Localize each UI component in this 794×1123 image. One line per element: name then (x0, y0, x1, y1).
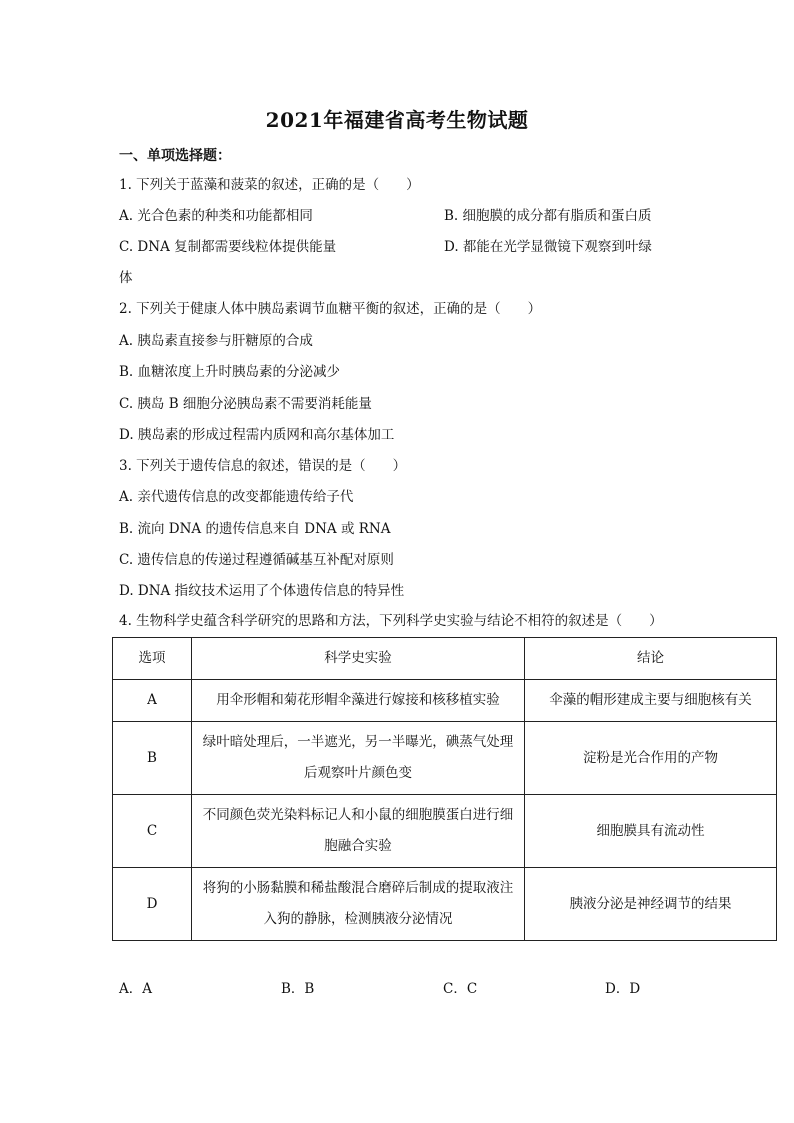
option-d: D. DNA 指纹技术运用了个体遗传信息的特异性 (119, 583, 405, 599)
header-cell: 结论 (525, 638, 777, 680)
table-row (113, 868, 777, 941)
header-cell: 科学史实验 (192, 638, 525, 680)
option-b: B. 流向 DNA 的遗传信息来自 DNA 或 RNA (119, 521, 391, 537)
table-row (113, 795, 777, 868)
option-c: C. DNA 复制都需要线粒体提供能量 (119, 239, 337, 255)
header-cell: 选项 (113, 638, 192, 680)
table-cell: 用伞形帽和菊花形帽伞藻进行嫁接和核移植实验 (192, 680, 525, 722)
question-stem: 1. 下列关于蓝藻和菠菜的叙述，正确的是（ ） (119, 177, 420, 193)
option-a: A. 胰岛素直接参与肝糖原的合成 (119, 333, 313, 349)
table-cell: 绿叶暗处理后，一半遮光，另一半曝光，碘蒸气处理后观察叶片颜色变 (192, 722, 525, 795)
table-header-row (113, 638, 777, 680)
question-stem: 3. 下列关于遗传信息的叙述，错误的是（ ） (119, 458, 407, 474)
experiment-table (112, 637, 777, 941)
option-c: C．C (443, 981, 478, 997)
option-d: D．D (605, 981, 641, 997)
option-d: D. 都能在光学显微镜下观察到叶绿 (444, 239, 652, 255)
section-heading: 一、单项选择题： (119, 148, 231, 164)
table-cell: D (113, 868, 192, 941)
table-row (113, 722, 777, 795)
question-stem: 4. 生物科学史蕴含科学研究的思路和方法，下列科学史实验与结论不相符的叙述是（ ） (119, 613, 663, 629)
table-cell: 将狗的小肠黏膜和稀盐酸混合磨碎后制成的提取液注入狗的静脉，检测胰液分泌情况 (192, 868, 525, 941)
table-cell: 不同颜色荧光染料标记人和小鼠的细胞膜蛋白进行细胞融合实验 (192, 795, 525, 868)
option-a: A. 亲代遗传信息的改变都能遗传给子代 (119, 489, 354, 505)
table-cell: 细胞膜具有流动性 (525, 795, 777, 868)
option-d: D. 胰岛素的形成过程需内质网和高尔基体加工 (119, 427, 395, 443)
option-a: A．A (119, 981, 152, 997)
table-row (113, 680, 777, 722)
table-cell: A (113, 680, 192, 722)
option-b: B．B (281, 981, 315, 997)
option-c: C. 胰岛 B 细胞分泌胰岛素不需要消耗能量 (119, 396, 372, 412)
table-cell: C (113, 795, 192, 868)
option-b: B. 细胞膜的成分都有脂质和蛋白质 (444, 208, 652, 224)
option-a: A. 光合色素的种类和功能都相同 (119, 208, 313, 224)
option-d-wrap: 体 (119, 270, 133, 286)
table-cell: 淀粉是光合作用的产物 (525, 722, 777, 795)
option-b: B. 血糖浓度上升时胰岛素的分泌减少 (119, 364, 341, 380)
table-cell: 胰液分泌是神经调节的结果 (525, 868, 777, 941)
table-cell: B (113, 722, 192, 795)
document-title: 2021年福建省高考生物试题 (265, 108, 529, 132)
question-stem: 2. 下列关于健康人体中胰岛素调节血糖平衡的叙述，正确的是（ ） (119, 301, 542, 317)
option-c: C. 遗传信息的传递过程遵循碱基互补配对原则 (119, 552, 394, 568)
table-cell: 伞藻的帽形建成主要与细胞核有关 (525, 680, 777, 722)
